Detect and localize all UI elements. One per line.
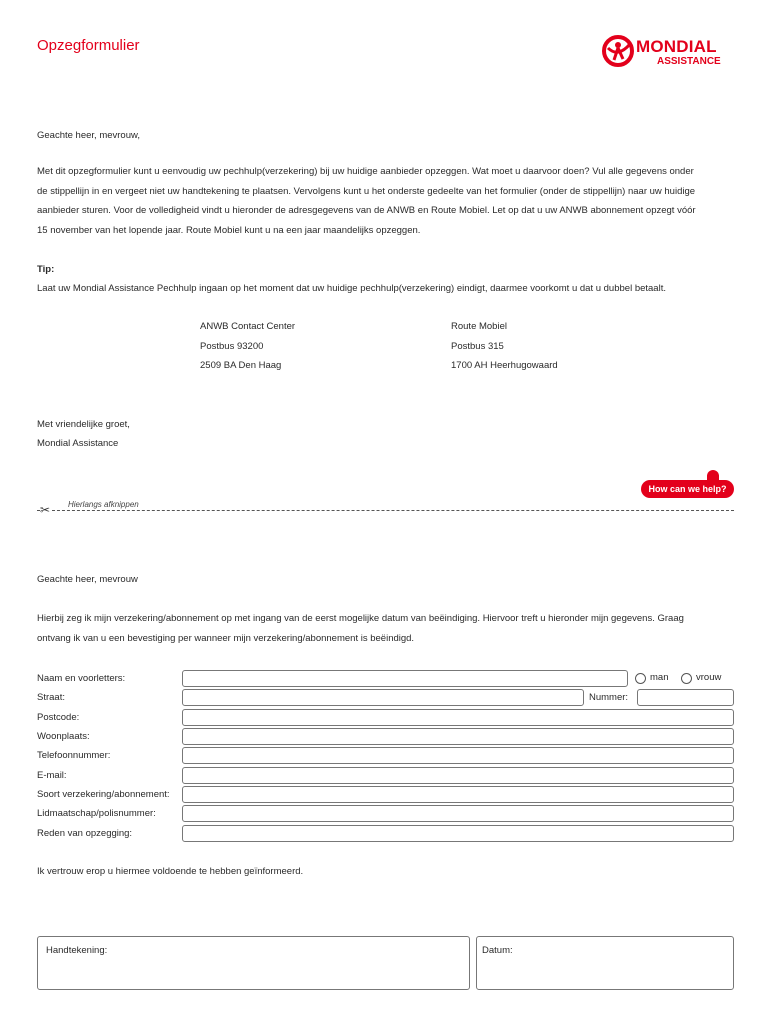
straat-label: Straat:: [37, 692, 65, 703]
letter-signoff: Mondial Assistance: [37, 438, 119, 449]
straat-input[interactable]: [182, 689, 584, 706]
postcode-input[interactable]: [182, 709, 734, 726]
nummer-input[interactable]: [637, 689, 734, 706]
address-line: Postbus 93200: [200, 340, 264, 352]
email-label: E-mail:: [37, 770, 67, 781]
letter-paragraph: [37, 162, 737, 240]
soort-input[interactable]: [182, 786, 734, 803]
lidmaatschap-input[interactable]: [182, 805, 734, 822]
paragraph-line: aanbieder sturen. Voor de volledigheid vindt u hieronder de adresgegevens van de ANWB en Route Mobiel. Let op dat u uw ANWB abonnement opzegt vóór: [37, 205, 696, 217]
address-line: 2509 BA Den Haag: [200, 360, 282, 372]
gender-vrouw-radio[interactable]: [681, 673, 692, 684]
logo-emblem-icon: [602, 34, 636, 68]
form-closing: Ik vertrouw erop u hiermee voldoende te hebben geïnformeerd.: [37, 866, 304, 877]
naam-label: Naam en voorletters:: [37, 673, 126, 684]
letter-greeting: Geachte heer, mevrouw,: [37, 130, 140, 141]
form-greeting: Geachte heer, mevrouw: [37, 574, 138, 585]
paragraph-line: 15 november van het lopende jaar. Route Mobiel kunt u na een jaar maandelijks opzeggen.: [37, 224, 421, 236]
how-can-we-help-button[interactable]: How can we help?: [641, 480, 734, 498]
intro-line: ontvang ik van u een bevestiging per wanneer mijn verzekering/abonnement is beëindigd.: [37, 632, 415, 644]
tip-text: Laat uw Mondial Assistance Pechhulp ingaan op het moment dat uw huidige pechhulp(verzekering) eindigt, daarmee voorkomt u dat u dubbel betaalt.: [37, 283, 666, 294]
postcode-label: Postcode:: [37, 712, 80, 723]
scissors-icon: ✂: [40, 503, 51, 517]
logo-text-assistance: ASSISTANCE: [657, 56, 721, 67]
tip-heading: Tip:: [37, 264, 55, 275]
gender-vrouw-label: vrouw: [696, 672, 722, 683]
naam-input[interactable]: [182, 670, 628, 687]
address-anwb: [200, 317, 295, 376]
mondial-assistance-logo: [602, 34, 736, 70]
signature-field[interactable]: [37, 936, 470, 990]
gender-man-radio[interactable]: [635, 673, 646, 684]
form-intro: [37, 609, 737, 648]
logo-text-mondial: MONDIAL: [636, 37, 717, 56]
gender-man-label: man: [650, 672, 669, 683]
telefoon-input[interactable]: [182, 747, 734, 764]
reden-label: Reden van opzegging:: [37, 828, 133, 839]
date-label: Datum:: [482, 945, 513, 956]
paragraph-line: Met dit opzegformulier kunt u eenvoudig uw pechhulp(verzekering) bij uw huidige aanbieder opzeggen. Wat moet u daarvoor doen? Vul alle gegevens onder: [37, 166, 694, 177]
intro-line: Hierbij zeg ik mijn verzekering/abonnement op met ingang van de eerst mogelijke datum van beëindiging. Hiervoor treft u hieronder mijn gegevens. Graag: [37, 613, 684, 624]
email-input[interactable]: [182, 767, 734, 784]
cut-line-label: Hierlangs afknippen: [68, 500, 139, 509]
reden-input[interactable]: [182, 825, 734, 842]
date-field[interactable]: [476, 936, 734, 990]
address-line: Postbus 315: [451, 340, 504, 352]
signature-label: Handtekening:: [46, 945, 108, 956]
telefoon-label: Telefoonnummer:: [37, 750, 111, 761]
soort-label: Soort verzekering/abonnement:: [37, 789, 170, 800]
woonplaats-label: Woonplaats:: [37, 731, 90, 742]
address-line: Route Mobiel: [451, 321, 507, 332]
lidmaatschap-label: Lidmaatschap/polisnummer:: [37, 808, 156, 819]
cut-line: [37, 510, 734, 512]
letter-closing: Met vriendelijke groet,: [37, 419, 130, 430]
woonplaats-input[interactable]: [182, 728, 734, 745]
address-line: ANWB Contact Center: [200, 321, 296, 332]
address-line: 1700 AH Heerhugowaard: [451, 360, 558, 372]
address-route-mobiel: [451, 317, 558, 376]
page-title: Opzegformulier: [37, 37, 140, 54]
paragraph-line: de stippellijn in en vergeet niet uw handtekening te plaatsen. Vervolgens kunt u het onderste gedeelte van het formulier (onder de stippellijn) naar uw huidige: [37, 185, 696, 197]
nummer-label: Nummer:: [589, 692, 629, 703]
